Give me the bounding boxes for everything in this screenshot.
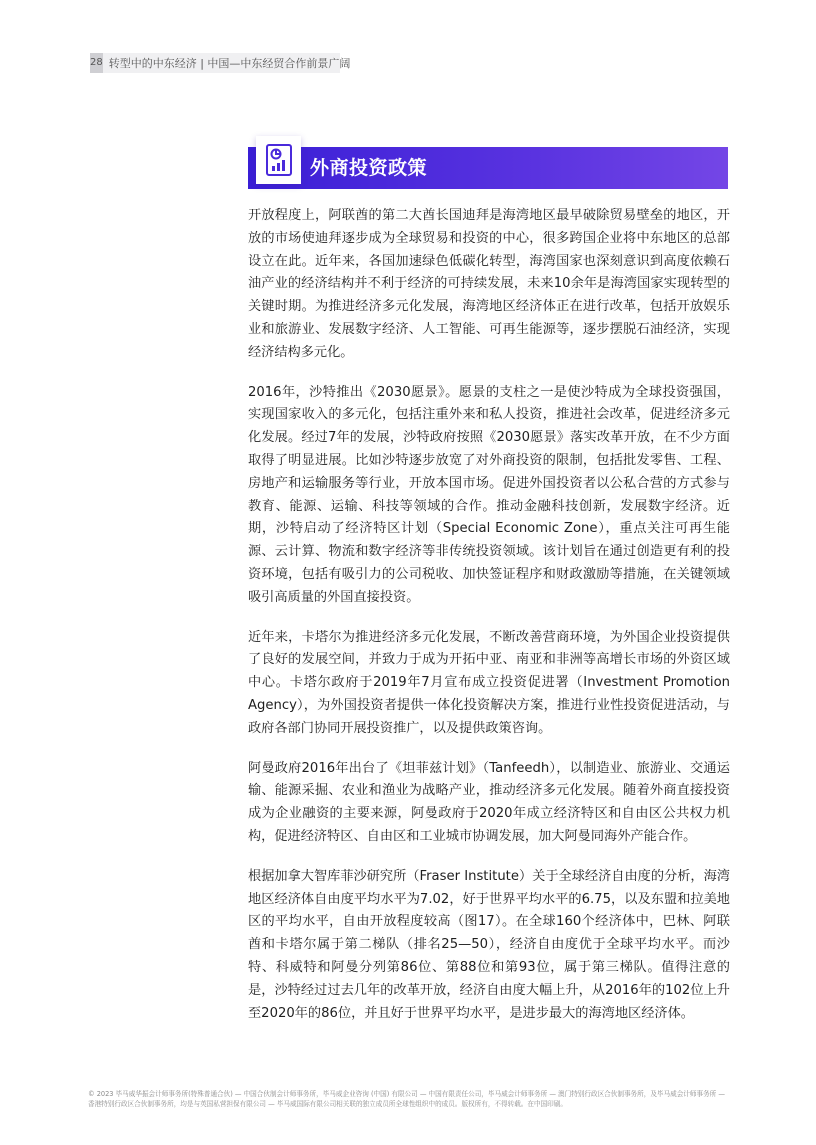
- running-header-title: 转型中的中东经济 | 中国—中东经贸合作前景广阔: [108, 57, 351, 70]
- paragraph-2: 2016年，沙特推出《2030愿景》。愿景的支柱之一是使沙特成为全球投资强国，实现国家收入的多元化，包括注重外来和私人投资，推进社会改革，促进经济多元化发展。经过7年的发展，沙特政府按照《2030愿景》落实改革开放，在不少方面取得了明显进展。比如沙特逐步放宽了对外商投资的限制，包括批发零售、工程、房地产和运输服务等行业，开放本国市场。促进外国投资者以公私合营的方式参与教育、能源、运输、科技等领域的合作。推动金融科技创新，发展数字经济。近期，沙特启动了经济特区计划（Special Economic Zone），重点关注可再生能源、云计算、物流和数字经济等非传统投资领域。该计划旨在通过创造更有利的投资环境，包括有吸引力的公司税收、加快签证程序和财政激励等措施，在关键领域吸引高质量的外国直接投资。: [248, 384, 730, 605]
- paragraph-4: 阿曼政府2016年出台了《坦菲兹计划》（Tanfeedh），以制造业、旅游业、交通运输、能源采掘、农业和渔业为战略产业，推动经济多元化发展。随着外商直接投资成为企业融资的主要来源，阿曼政府于2020年成立经济特区和自由区公共权力机构，促进经济特区、自由区和工业城市协调发展，加大阿曼同海外产能合作。: [248, 760, 730, 844]
- section-title: 外商投资政策: [310, 157, 428, 179]
- body-text: [248, 205, 730, 1042]
- paragraph-5: 根据加拿大智库菲沙研究所（Fraser Institute）关于全球经济自由度的分析，海湾地区经济体自由度平均水平为7.02，好于世界平均水平的6.75，以及东盟和拉美地区的平均水平，自由开放程度较高（图17）。在全球160个经济体中，巴林、阿联酋和卡塔尔属于第二梯队（排名25—50），经济自由度优于全球平均水平。而沙特、科威特和阿曼分列第86位、第88位和第93位，属于第三梯队。值得注意的是，沙特经过过去几年的改革开放，经济自由度大幅上升，从2016年的102位上升至2020年的86位，并且好于世界平均水平，是进步最大的海湾地区经济体。: [248, 868, 730, 1021]
- paragraph-3: 近年来，卡塔尔为推进经济多元化发展，不断改善营商环境，为外国企业投资提供了良好的发展空间，并致力于成为开拓中亚、南亚和非洲等高增长市场的外资区域中心。卡塔尔政府于2019年7月宣布成立投资促进署（Investment Promotion Agency），为外国投资者提供一体化投资解决方案，推进行业性投资促进活动，与政府各部门协同开展投资推广，以及提供政策咨询。: [248, 629, 730, 736]
- running-header: [90, 53, 351, 73]
- document-chart-icon: [256, 136, 301, 184]
- page-number: 28: [90, 53, 103, 73]
- paragraph-1: 开放程度上，阿联酋的第二大酋长国迪拜是海湾地区最早破除贸易壁垒的地区，开放的市场使迪拜逐步成为全球贸易和投资的中心，很多跨国企业将中东地区的总部设立在此。近年来，各国加速绿色低碳化转型，海湾国家也深刻意识到高度依赖石油产业的经济结构并不利于经济的可持续发展，未来10余年是海湾国家实现转型的关键时期。为推进经济多元化发展，海湾地区经济体正在进行改革，包括开放娱乐业和旅游业、发展数字经济、人工智能、可再生能源等，逐步摆脱石油经济，实现经济结构多元化。: [248, 208, 730, 360]
- copyright-footer: © 2023 毕马威华振会计师事务所(特殊普通合伙) — 中国合伙制会计师事务所，毕马威企业咨询 (中国) 有限公司 — 中国有限责任公司，毕马威会计师事务所 — 澳门特别行政区合伙制事务所，及毕马威会计师事务所 — 香港特别行政区合伙制事务所，均是与英国私营担保有限公司 — 毕马威国际有限公司相关联的独立成员所全球性组织中的成员。版权所有，不得转载。在中国印刷。: [88, 1090, 725, 1108]
